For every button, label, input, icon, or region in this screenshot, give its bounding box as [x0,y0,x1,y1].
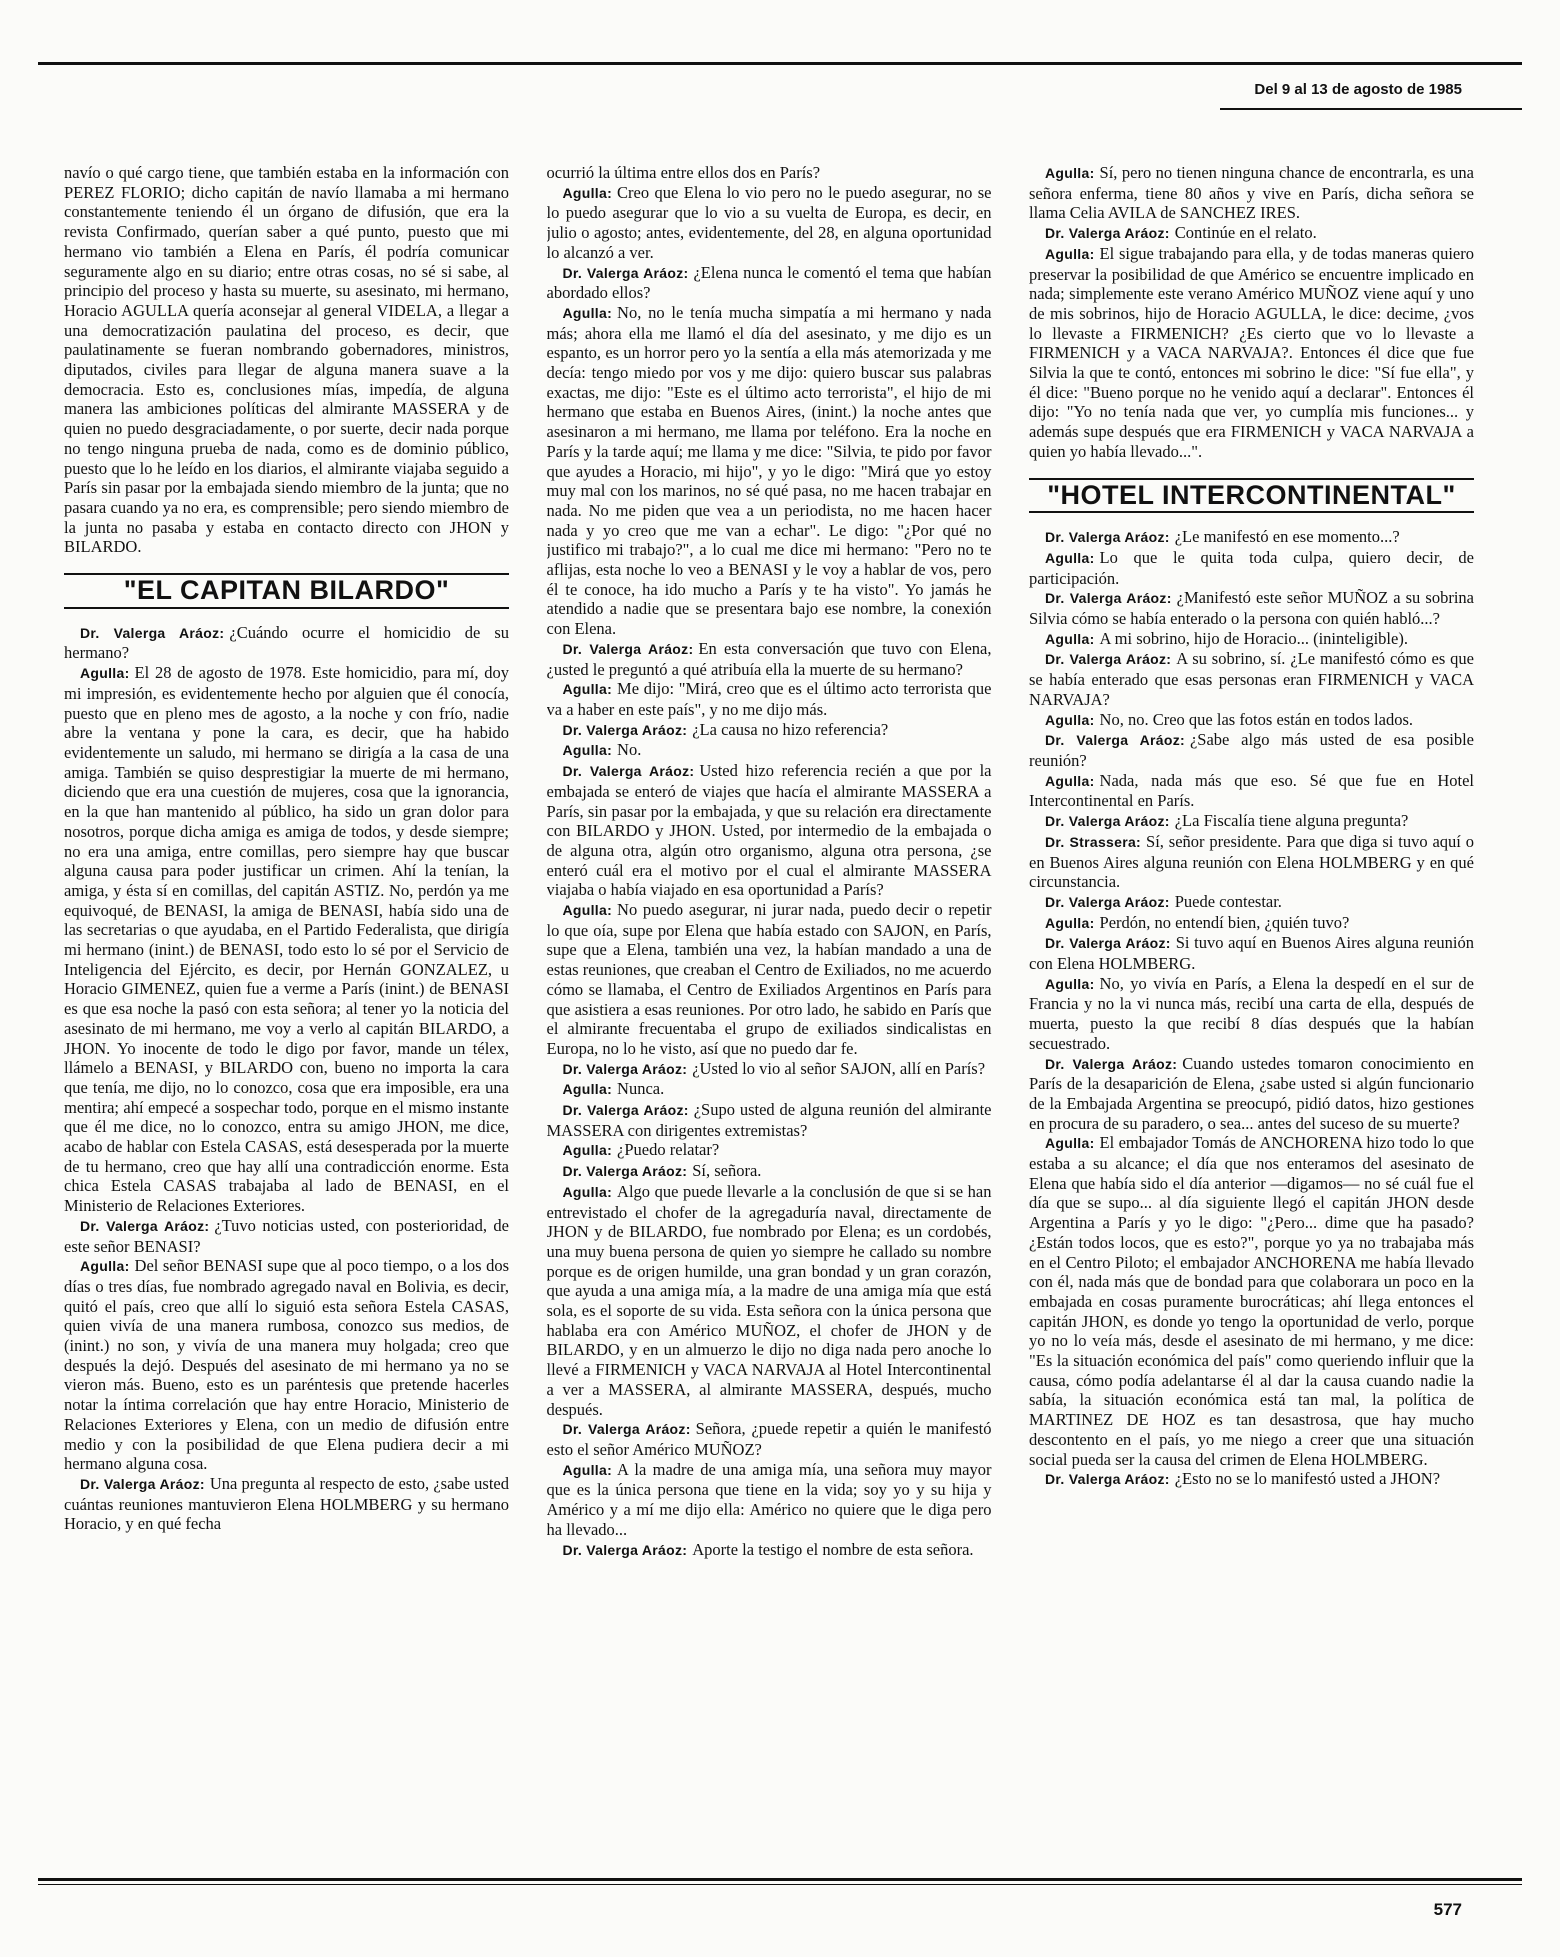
paragraph-text: navío o qué cargo tiene, que también estaba en la información con PEREZ FLORIO; dicho capitán de navío llamaba a mi hermano constantemente teniendo él un órgano de difusión, que era la revista Confirmado, querían saber a qué punto, puesto que mi hermano vio también a Elena en París, él podría comunicar seguramente algo en su diario; entre otras cosas, no sé si sabe, al principio del proceso y hasta su muerte, su asesinato, mi hermano, Horacio AGULLA quería aconsejar al general VIDELA, a llegar a una democratización paulatina del proceso, es decir, que paulatinamente se fueran nombrando gobernadores, ministros, diputados, civiles para llegar de alguna manera suave a la democracia. Esto es, conclusiones mías, impedía, de alguna manera las ambiciones políticas del almirante MASSERA y de quien no puedo desgraciadamente, o por suerte, decir nada porque no tengo ninguna prueba de nada, como es de dominio público, puesto que lo he leído en los diarios, el almirante viajaba seguido a París sin pasar por la embajada siendo miembro de la junta; que no pasara cuando ya no era, es comprensible; pero siendo miembro de la junta no pasaba y estaba en contacto directo con JHON y BILARDO. [64,163,509,557]
speaker-label: Dr. Valerga Aráoz: [562,763,695,780]
paragraph-text: Señora, ¿puede repetir a quién le manifestó esto el señor Américo MUÑOZ? [546,1419,992,1459]
speaker-label: Dr. Valerga Aráoz: [562,640,694,657]
testimony-paragraph [64,663,509,1216]
paragraph-text: Sí, señora. [692,1161,762,1181]
speaker-label: Dr. Valerga Aráoz: [1045,935,1171,952]
speaker-label: Agulla: [562,1142,613,1159]
testimony-paragraph [1029,629,1474,650]
testimony-paragraph [1029,527,1474,548]
speaker-label: Dr. Valerga Aráoz: [1045,590,1172,607]
speaker-label: Dr. Valerga Aráoz: [1045,1471,1170,1488]
paragraph-text: Si tuvo aquí en Buenos Aires alguna reunión con Elena HOLMBERG. [1029,933,1474,974]
speaker-label: Dr. Valerga Aráoz: [562,1163,688,1180]
speaker-label: Agulla: [1045,914,1095,931]
paragraph-text: No. [617,740,642,760]
testimony-paragraph [547,720,992,741]
testimony-paragraph [547,900,992,1059]
testimony-paragraph [547,1059,992,1080]
paragraph-text: ocurrió la última entre ellos dos en París? [546,163,821,182]
paragraph-text: ¿Elena nunca le comentó el tema que habían abordado ellos? [546,262,992,303]
testimony-paragraph [1029,1133,1474,1469]
testimony-paragraph [1029,649,1474,709]
speaker-label: Agulla: [1045,975,1095,992]
page-number: 577 [1433,1900,1462,1919]
article-body [64,163,1474,1833]
paragraph-text: Algo que puede llevarle a la conclusión de que si se han entrevistado el chofer de la agregaduría naval, directamente de JHON y de BILARDO, fue nombrado por Elena; es un cordobés, una muy buena persona de quien yo siempre he callado su nombre porque es de origen humilde, una gran bondad y un gran corazón, que ayuda a una amiga mía, a la madre de una amiga mía que está sola, es el soporte de su vida. Esta señora con la única persona que hablaba era con Américo MUÑOZ, el chofer de JHON y de BILARDO, y en un almuerzo le dijo no diga nada pero anoche lo llevé a FIRMENICH y VACA NARVAJA al Hotel Intercontinental a ver a MASSERA, al almirante MASSERA, después, mucho después. [546,1181,992,1419]
speaker-label: Dr. Valerga Aráoz: [1045,529,1170,546]
speaker-label: Agulla: [80,665,130,682]
column-1 [64,163,509,1833]
testimony-paragraph [1029,1469,1474,1490]
paragraph-text: A mi sobrino, hijo de Horacio... (ininteligible). [1099,628,1408,648]
paragraph-text: Una pregunta al respecto de esto, ¿sabe usted cuántas reuniones mantuvieron Elena HOLMBERG y su hermano Horacio, y en qué fecha [64,1474,509,1534]
testimony-paragraph [1029,588,1474,628]
testimony-paragraph [1029,710,1474,731]
paragraph-text: El embajador Tomás de ANCHORENA hizo todo lo que estaba a su alcance; el día que nos enteramos del asesinato de Elena que había sido el día anterior —digamos— no sé cuál fue el día que se supo... al día siguiente llegó el capitán JHON desde Argentina a París y yo le digo: "¿Pero... dime que ha pasado? ¿Están todos locos, que es esto?", porque yo ya no trabajaba más en el Centro Piloto; el embajador ANCHORENA me había llevado con él, nada más que de bondad para que colaborara un poco en la embajada en cosas puramente burocráticas; ahí llega entonces el capitán JHON, es donde yo tengo la oportunidad de verlo, porque yo no lo veía más, desde el asesinato de mi hermano, y me dice: "Es la situación económica del país" como queriendo influir que la causa, cómo podía adelantarse él al dar la causa cuando nadie la sabía, la situación económica está tan mal, la política de MARTINEZ DE HOZ es tan desastrosa, que hay mucho descontento en el país, yo me niego a creer que una situación social pueda ser la causa del crimen de Elena HOLMBERG. [1029,1133,1474,1469]
speaker-label: Dr. Valerga Aráoz: [1045,732,1185,749]
speaker-label: Dr. Strassera: [1045,833,1142,850]
testimony-paragraph [1029,974,1474,1054]
speaker-label: Agulla: [1045,549,1095,566]
paragraph-text: ¿Cuándo ocurre el homicidio de su hermano? [64,622,509,663]
speaker-label: Dr. Valerga Aráoz: [562,1541,688,1558]
paragraph-text: No, no le tenía mucha simpatía a mi hermano y nada más; ahora ella me llamó el día del asesinato, y me dijo es un espanto, es un horror pero yo la sentía a ella más atemorizada y me decía: tengo miedo por vos y me dijo: quiero buscar sus palabras exactas, me dijo: "Este es el último acto terrorista", el hijo de mi hermano que estaba en Buenos Aires, (inint.) la noche antes que asesinaron a mi hermano, me llama por teléfono. Era la noche en París y la tarde aquí; me llama y me dice: "Silvia, te pido por favor que ayudes a Horacio, mi hijo", y yo le digo: "Mirá que yo estoy muy mal con los marinos, no sé qué pasa, no me hacen trabajar en nada. No me piden que vea a un periodista, no me hacen hacer nada y yo creo que me van a echar". Le digo: "¿Por qué no justifico mi trabajo?", a lo cual me dice mi hermano: "Pero no te aflijas, esta noche lo veo a BENASI y le voy a hablar de vos, pero él te conoce, ha ido mucho a París y te ha visto". Yo jamás he atendido a nadie que se presentara bajo ese nombre, la conexión con Elena. [546,302,992,639]
paragraph-text: A su sobrino, sí. ¿Le manifestó cómo es que se había enterado que esas personas eran FIRMENICH y VACA NARVAJA? [1029,649,1474,709]
footer-rule [38,1878,1522,1881]
paragraph-text: Lo que le quita toda culpa, quiero decir, de participación. [1029,547,1474,588]
footer-rule-thin [38,1884,1522,1885]
testimony-paragraph [1029,933,1474,973]
paragraph-text: ¿Tuvo noticias usted, con posterioridad, de este señor BENASI? [64,1215,509,1256]
speaker-label: Agulla: [1045,630,1095,647]
speaker-label: Dr. Valerga Aráoz: [562,1060,688,1077]
speaker-label: Dr. Valerga Aráoz: [1045,893,1170,910]
paragraph-text: Sí, pero no tienen ninguna chance de encontrarla, es una señora enferma, tiene 80 años y vive en París, dicha señora se llama Celia AVILA de SANCHEZ IRES. [1029,163,1474,223]
paragraph-text: Cuando ustedes tomaron conocimiento en París de la desaparición de Elena, ¿sabe usted si algún funcionario de la Embajada Argentina se preocupó, pidió datos, hizo gestiones en procura de su paradero, o sea... antes del suceso de su muerte? [1029,1053,1474,1133]
testimony-paragraph [1029,163,1474,223]
paragraph-text: ¿Esto no se lo manifestó usted a JHON? [1174,1469,1441,1489]
paragraph-text: No, no. Creo que las fotos están en todos lados. [1099,709,1413,729]
speaker-label: Agulla: [562,184,613,201]
testimony-paragraph [547,1540,992,1561]
testimony-paragraph [64,1474,509,1534]
speaker-label: Agulla: [1045,772,1095,789]
paragraph-text: ¿La Fiscalía tiene alguna pregunta? [1174,811,1409,831]
section-heading: "HOTEL INTERCONTINENTAL" [1029,478,1474,514]
testimony-paragraph [547,761,992,900]
paragraph [547,163,992,183]
paragraph-text: A la madre de una amiga mía, una señora muy mayor que es la única persona que tiene en la vida; soy yo y su hija y Américo y a mí me dijo ella: Américo no quiere que le diga pero ha llevado... [546,1459,992,1539]
paragraph-text: ¿Le manifestó en ese momento...? [1174,527,1400,547]
paragraph-text: Del señor BENASI supe que al poco tiempo, o a los dos días o tres días, fue nombrado agregado naval en Bolivia, es decir, quitó el país, creo que allí lo siguió esta señora Estela CASAS, quien vivía de una manera rumbosa, conozco sus medios, de (inint.) no son, y vivía de una manera muy holgada; creo que después la dejó. Después del asesinato de mi hermano ya no se vieron más. Bueno, esto es un paréntesis que pretende hacerles notar la íntima correlación que hay entre Horacio, Ministerio de Relaciones Exteriores y Elena, con un medio de difusión entre medio y con la posibilidad de que Elena pudiera decir a mi hermano alguna cosa. [64,1256,509,1474]
paragraph-text: No, yo vivía en París, a Elena la despedí en el sur de Francia y no la vi nunca más, recibí una carta de ella, después de muerta, puesto la que recibí 8 días después que la habían secuestrado. [1029,973,1474,1053]
testimony-paragraph [1029,548,1474,588]
testimony-paragraph [547,303,992,639]
testimony-paragraph [64,1256,509,1474]
testimony-paragraph [547,1079,992,1100]
testimony-paragraph [64,623,509,663]
paragraph-text: No puedo asegurar, ni jurar nada, puedo decir o repetir lo que oía, supe por Elena que había estado con SAJON, en París, supe que a Elena, también una vez, la habían mandado a una de estas reuniones, que creaban el Centro de Exiliados, no me acuerdo cómo se llamaba, el Centro de Exiliados Argentinos en París para que asistiera a esas reuniones. Por otro lado, he sabido en París que el almirante frecuentaba el grupo de exiliados sindicalistas en Europa, no lo he visto, así que no puedo dar fe. [546,900,992,1058]
paragraph-text: Me dijo: "Mirá, creo que es el último acto terrorista que va a haber en este país", y no me dijo más. [546,679,992,719]
testimony-paragraph [1029,832,1474,892]
speaker-label: Dr. Valerga Aráoz: [1045,1055,1178,1072]
paragraph-text: ¿Manifestó este señor MUÑOZ a su sobrina Silvia cómo se había enterado o la persona con quién habló...? [1029,588,1474,629]
speaker-label: Dr. Valerga Aráoz: [1045,225,1170,242]
testimony-paragraph [1029,1054,1474,1134]
speaker-label: Agulla: [1045,165,1095,181]
speaker-label: Dr. Valerga Aráoz: [562,721,688,738]
testimony-paragraph [1029,223,1474,244]
testimony-paragraph [1029,244,1474,462]
paragraph-text: El 28 de agosto de 1978. Este homicidio, para mí, doy mi impresión, es evidentemente hecho por alguien que él conocía, puesto que en pleno mes de agosto, a la noche y con frío, nadie abre la ventana y pone la cara, es decir, que ha habido evidentemente un saludo, mi hermano se dirigía a la casa de una amiga. También se quiso desprestigiar la muerte de mi hermano, diciendo que era una cuestión de mujeres, cosa que la ignorancia, en la que han mantenido al público, ha sido un gran dolor para nosotros, porque dicha amiga es amiga de todos, y desde siempre; no era una amiga, entre comillas, pero siempre hay que buscar alguna causa para poder justificar un crimen. Ahí la tenían, la amiga, y ésta sí en comillas, del capitán ASTIZ. No, perdón ya me equivoqué, de BENASI, la amiga de BENASI, había sido una de las secretarias o que ayudaba, en el Partido Federalista, que dirigía mi hermano (inint.) de BENASI, todo esto lo sé por el Servicio de Inteligencia del Ejército, es decir, por Hernán GONZALEZ, u Horacio GIMENEZ, quien fue a verme a París (inint.) de BENASI es que esa noche la pasó con esta señora; al tener yo la noticia del asesinato de mi hermano, me voy a verlo al capitán BILARDO, a JHON. Yo inocente de todo le digo por favor, mande un télex, llámelo a BENASI, y BILARDO con, bueno no importa la cara que tenía, me dijo, no lo conozco, cosa que era imposible, era una mentira; ahí empecé a sospechar todo, porque en el mismo instante que él me dice, no lo conozco, entra su amigo JHON, me dice, acabo de hablar con Estela CASAS, está desesperada por la muerte de tu hermano, creo que hay allí una contradicción enorme. Esta chica Estela CASAS trabajaba al lado de BENASI, en el Ministerio de Relaciones Exteriores. [64,663,509,1216]
paragraph-text: El sigue trabajando para ella, y de todas maneras quiero preservar la posibilidad de que Américo se encuentre implicado en nada; simplemente este verano Américo MUÑOZ viene aquí y uno de mis sobrinos, hijo de Horacio AGULLA, le dice: decime, ¿vos lo llevaste a FIRMENICH? ¿Es cierto que vo lo llevaste a FIRMENICH y a VACA NARVAJA?. Entonces él dice que fue Silvia la que te contó, entonces mi sobrino le dice: "Sí fue ella", y él dice: "Bueno porque no he venido aquí a declarar". Entonces él dijo: "Yo no tenía nada que ver, yo cumplía mis funciones... y además supe después que era FIRMENICH y VACA NARVAJA a quien yo había llevado...". [1029,243,1474,461]
testimony-paragraph [547,1460,992,1540]
section-heading: "EL CAPITAN BILARDO" [64,573,509,609]
column-2 [547,163,992,1833]
speaker-label: Dr. Valerga Aráoz: [1045,651,1172,668]
speaker-label: Dr. Valerga Aráoz: [562,1421,691,1438]
testimony-paragraph [547,1100,992,1140]
testimony-paragraph [547,679,992,719]
paragraph-text: En esta conversación que tuvo con Elena, ¿usted le preguntó a qué atribuía ella la muerte de su hermano? [546,638,992,679]
paragraph-text: Nunca. [617,1079,665,1099]
testimony-paragraph [1029,730,1474,770]
testimony-paragraph [64,1216,509,1256]
paragraph-text: Usted hizo referencia recién a que por la embajada se enteró de viajes que hacía el almirante MASSERA a París, sin pasar por la embajada, y que su relación era directamente con BILARDO y JHON. Usted, por intermedio de la embajada o de alguna otra, algún otro organismo, alguna otra persona, ¿se enteró cuál era el motivo por el cual el almirante MASSERA viajaba o había viajado en esa oportunidad a París? [546,761,992,900]
speaker-label: Agulla: [562,1081,613,1098]
speaker-label: Dr. Valerga Aráoz: [562,264,689,281]
paragraph-text: ¿Puedo relatar? [617,1140,720,1160]
testimony-paragraph [547,183,992,263]
speaker-label: Agulla: [80,1258,130,1275]
testimony-paragraph [1029,913,1474,934]
header-date: Del 9 al 13 de agosto de 1985 [1254,81,1462,98]
speaker-label: Agulla: [1045,1135,1095,1152]
paragraph-text: ¿Usted lo vio al señor SAJON, allí en París? [692,1058,986,1078]
testimony-paragraph [1029,811,1474,832]
testimony-paragraph [547,1140,992,1161]
speaker-label: Agulla: [562,304,613,321]
speaker-label: Dr. Valerga Aráoz: [80,1476,205,1492]
column-3 [1029,163,1474,1833]
speaker-label: Dr. Valerga Aráoz: [80,624,225,641]
speaker-label: Agulla: [1045,711,1095,728]
speaker-label: Agulla: [562,902,613,919]
speaker-label: Agulla: [1045,245,1095,262]
testimony-paragraph [1029,892,1474,913]
testimony-paragraph [547,263,992,303]
speaker-label: Agulla: [562,1183,613,1200]
paragraph-text: Nada, nada más que eso. Sé que fue en Hotel Intercontinental en París. [1029,770,1474,811]
paragraph-text: Aporte la testigo el nombre de esta señora. [692,1539,974,1559]
paragraph-text: ¿Sabe algo más usted de esa posible reunión? [1029,730,1474,770]
paragraph-text: Sí, señor presidente. Para que diga si tuvo aquí o en Buenos Aires alguna reunión con Elena HOLMBERG y en qué circunstancia. [1029,831,1474,892]
speaker-label: Agulla: [562,681,613,698]
paragraph-text: ¿La causa no hizo referencia? [692,719,889,739]
testimony-paragraph [547,1161,992,1182]
speaker-label: Dr. Valerga Aráoz: [1045,813,1170,830]
paragraph-text: Puede contestar. [1174,891,1282,911]
speaker-label: Agulla: [562,1461,613,1478]
testimony-paragraph [1029,771,1474,811]
header-rule-top [38,62,1522,65]
header-rule-date [1220,108,1522,110]
testimony-paragraph [547,1419,992,1459]
paragraph-text: Continúe en el relato. [1174,223,1317,243]
paragraph [64,163,509,557]
testimony-paragraph [547,639,992,679]
testimony-paragraph [547,1182,992,1419]
speaker-label: Agulla: [562,742,613,759]
paragraph-text: ¿Supo usted de alguna reunión del almirante MASSERA con dirigentes extremistas? [546,1100,992,1140]
speaker-label: Dr. Valerga Aráoz: [80,1217,210,1234]
testimony-paragraph [547,740,992,761]
paragraph-text: Perdón, no entendí bien, ¿quién tuvo? [1099,912,1350,932]
speaker-label: Dr. Valerga Aráoz: [562,1102,689,1119]
paragraph-text: Creo que Elena lo vio pero no le puedo asegurar, no se lo puedo asegurar que lo vio a su vuelta de Europa, es decir, en julio o agosto; antes, evidentemente, del 28, en alguna oportunidad lo alcanzó a ver. [546,182,992,262]
